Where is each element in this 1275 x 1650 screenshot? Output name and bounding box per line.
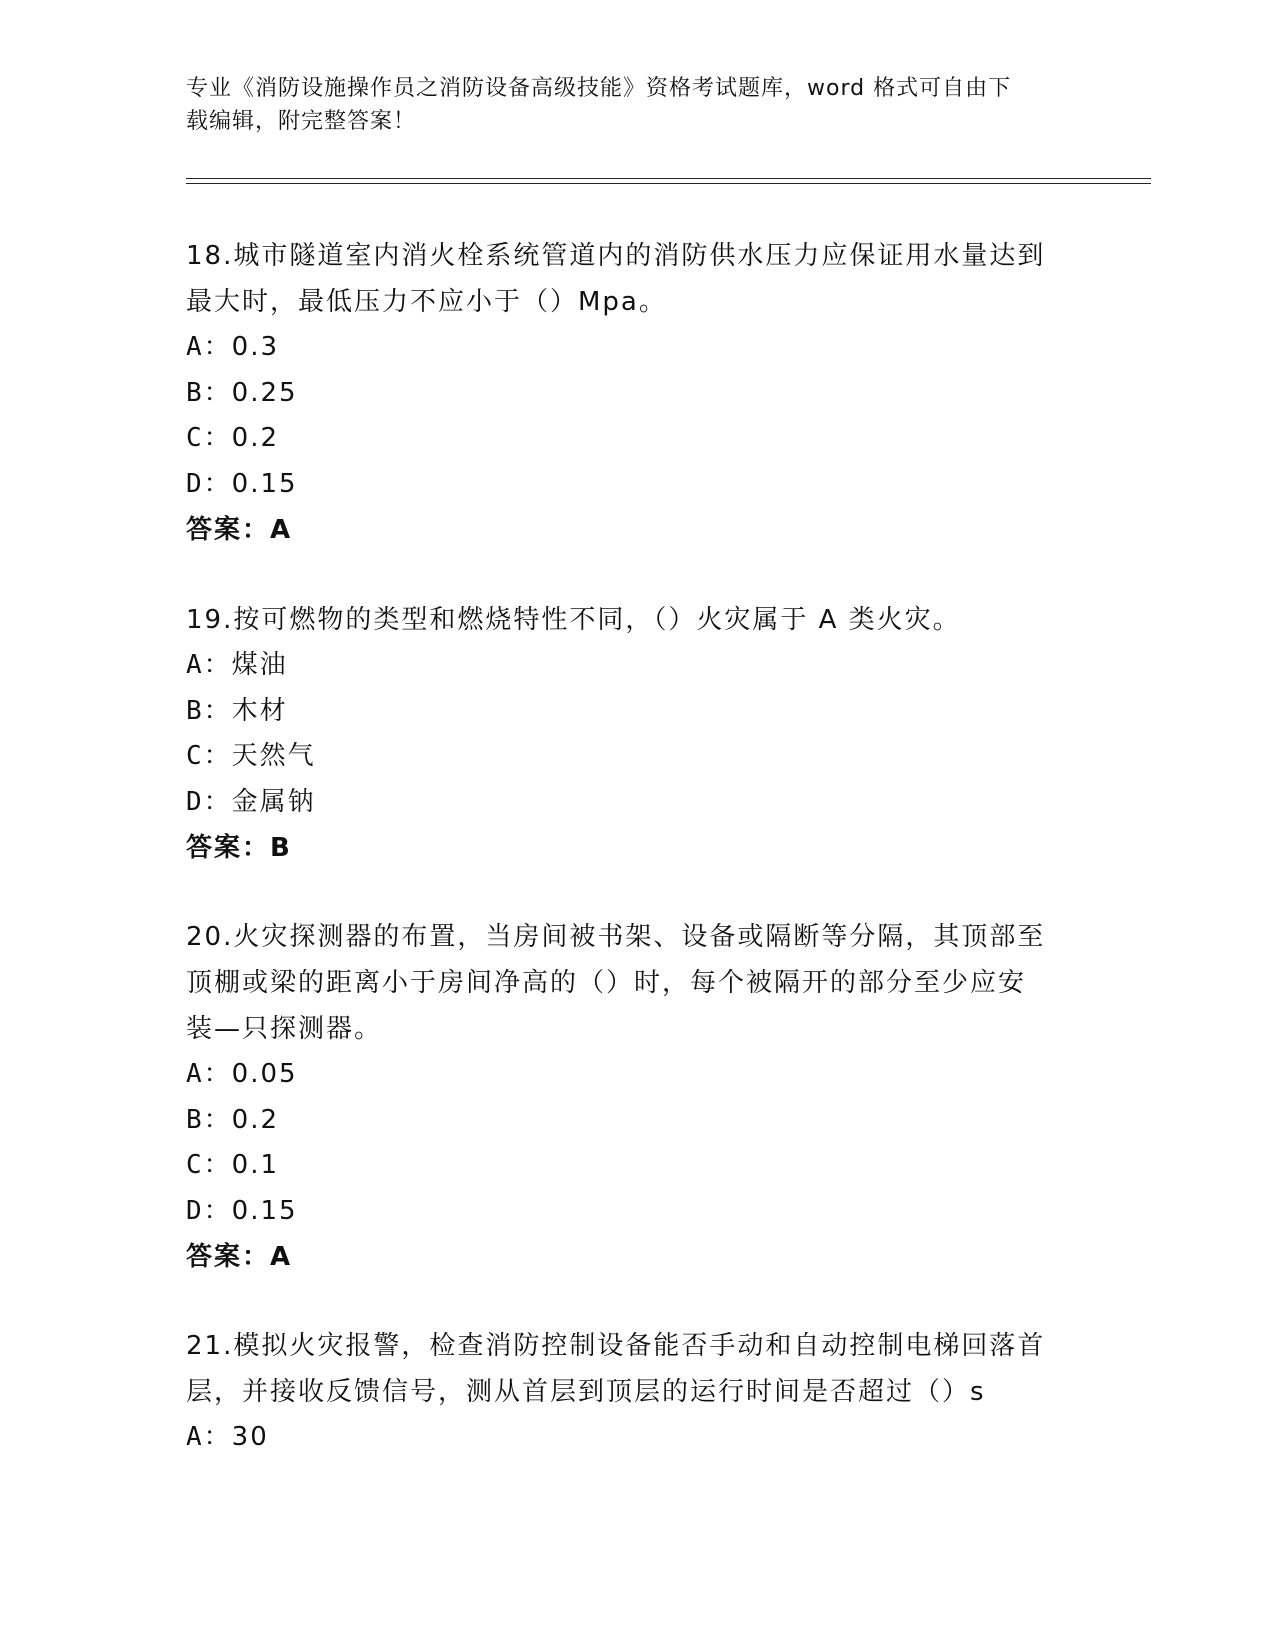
- option-value: 0.15: [231, 468, 298, 499]
- question-text-line: 装—只探测器。: [186, 1014, 383, 1044]
- option-b: [186, 689, 1076, 735]
- option-d: [186, 462, 1076, 508]
- option-letter: A：: [186, 650, 232, 680]
- option-a: [186, 1415, 1076, 1461]
- answer-line: 答案：A: [186, 515, 293, 545]
- option-c: [186, 734, 1076, 780]
- option-letter: D：: [186, 786, 232, 817]
- header-divider-bottom: [186, 183, 1151, 184]
- option-value: 0.3: [231, 332, 280, 362]
- option-letter: A：: [186, 332, 232, 362]
- option-value: 木材: [231, 695, 288, 726]
- question-text-line: 18.城市隧道室内消火栓系统管道内的消防供水压力应保证用水量达到: [186, 241, 1046, 271]
- option-value: 煤油: [231, 650, 288, 680]
- option-value: 30: [231, 1422, 269, 1452]
- document-header: [186, 72, 1066, 138]
- option-letter: C：: [186, 423, 232, 453]
- header-line-2: 载编辑，附完整答案！: [186, 109, 417, 134]
- option-value: 0.2: [231, 1104, 280, 1135]
- option-value: 0.25: [231, 377, 298, 408]
- option-value: 0.15: [231, 1195, 298, 1226]
- answer-line: 答案：B: [186, 833, 292, 863]
- option-a: [186, 325, 1076, 371]
- option-value: 0.2: [231, 423, 280, 453]
- option-letter: D：: [186, 468, 232, 499]
- question-19: [186, 597, 1076, 871]
- option-value: 金属钠: [231, 786, 316, 817]
- answer-line: 答案：A: [186, 1242, 293, 1272]
- option-letter: C：: [186, 741, 232, 771]
- question-text-line: 顶棚或梁的距离小于房间净高的（）时，每个被隔开的部分至少应安: [186, 968, 1027, 998]
- question-text-line: 最大时，最低压力不应小于（）Mpa。: [186, 287, 667, 317]
- option-value: 天然气: [231, 741, 316, 771]
- option-d: [186, 780, 1076, 826]
- option-letter: B：: [186, 1104, 232, 1135]
- option-letter: A：: [186, 1422, 232, 1452]
- option-value: 0.1: [231, 1150, 280, 1180]
- option-value: 0.05: [231, 1059, 298, 1089]
- question-text-line: 21.模拟火灾报警，检查消防控制设备能否手动和自动控制电梯回落首: [186, 1331, 1046, 1361]
- option-letter: D：: [186, 1195, 232, 1226]
- question-18: [186, 233, 1076, 553]
- option-letter: A：: [186, 1059, 232, 1089]
- option-c: [186, 416, 1076, 462]
- option-letter: C：: [186, 1150, 232, 1180]
- header-line-1: 专业《消防设施操作员之消防设备高级技能》资格考试题库，word 格式可自由下: [186, 76, 1012, 101]
- option-letter: B：: [186, 695, 232, 726]
- option-b: [186, 371, 1076, 417]
- question-20: [186, 914, 1076, 1280]
- question-21: [186, 1323, 1076, 1461]
- option-b: [186, 1098, 1076, 1144]
- option-a: [186, 1052, 1076, 1098]
- header-divider-top: [186, 178, 1151, 179]
- option-d: [186, 1189, 1076, 1235]
- option-c: [186, 1143, 1076, 1189]
- question-text-line: 20.火灾探测器的布置，当房间被书架、设备或隔断等分隔，其顶部至: [186, 922, 1046, 952]
- question-text-line: 19.按可燃物的类型和燃烧特性不同，（）火灾属于 A 类火灾。: [186, 605, 961, 635]
- option-a: [186, 643, 1076, 689]
- question-text-line: 层，并接收反馈信号，测从首层到顶层的运行时间是否超过（）s: [186, 1377, 986, 1407]
- option-letter: B：: [186, 377, 232, 408]
